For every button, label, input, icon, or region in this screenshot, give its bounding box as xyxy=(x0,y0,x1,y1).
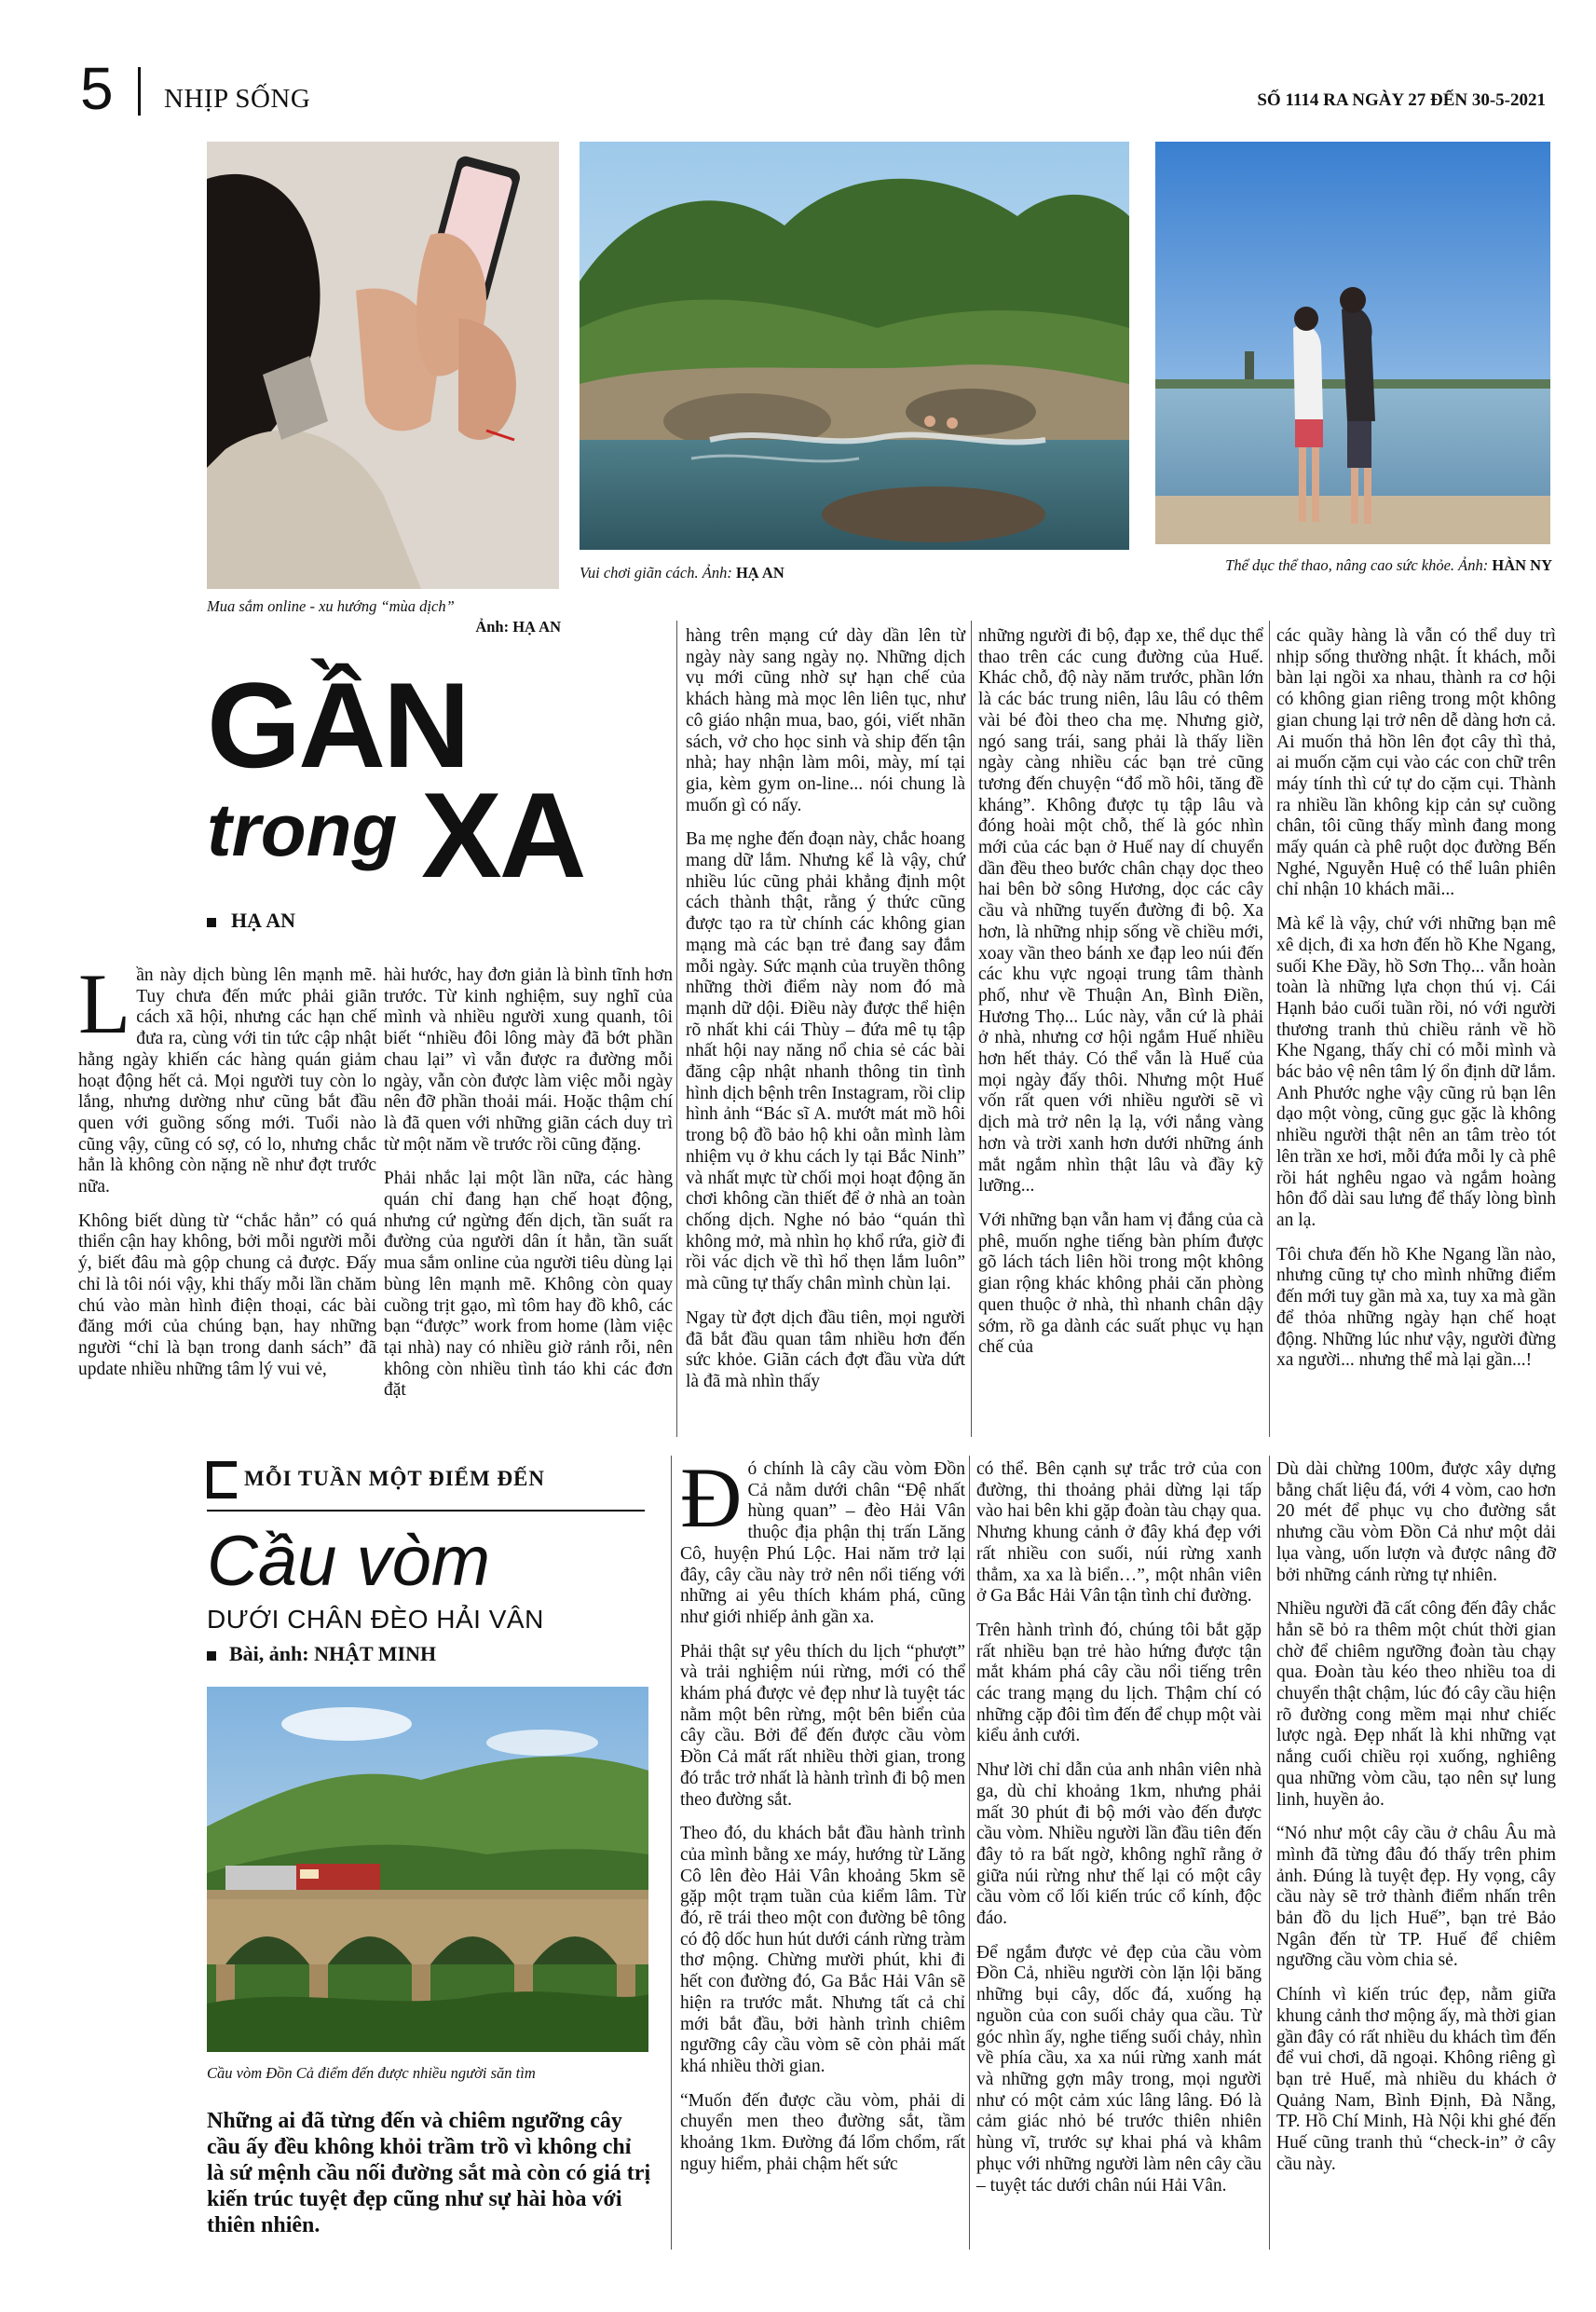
byline-text: Bài, ảnh: NHẬT MINH xyxy=(229,1642,437,1665)
paragraph xyxy=(78,956,376,1198)
paragraph xyxy=(680,1450,965,1629)
photo-arch-bridge xyxy=(207,1687,648,2052)
title-line-2: XA xyxy=(421,767,584,903)
paragraph: “Nó như một cây cầu ở châu Âu mà mình đã từng đâu đó thấy trên phim ảnh. Đúng là tuyệt đẹp. Hy vọng, cây cầu này sẽ trở thành điểm nhấn trên bản đồ du lịch Huế”, bạn trẻ Bảo Ngân đến từ TP. Huế để chiêm ngưỡng cầu vòm chia sẻ. xyxy=(1276,1824,1556,1971)
article1-title xyxy=(207,657,598,930)
column-rule xyxy=(1269,1456,1270,2250)
section-bracket-icon xyxy=(207,1461,237,1498)
byline-marker xyxy=(207,918,216,927)
article2-byline xyxy=(207,1642,436,1666)
dropcap: Đ xyxy=(680,1450,743,1545)
article2-title: Cầu vòm xyxy=(207,1522,491,1601)
photo-caption-4: Cầu vòm Đồn Cả điểm đến được nhiều người săn tìm xyxy=(207,2064,536,2082)
article1-col3 xyxy=(686,626,965,1402)
article1-col5 xyxy=(1276,626,1556,1380)
paragraph: Nhiều người đã cất công đến đây chắc hẳn sẽ bỏ ra thêm một chút thời gian chờ để chiêm ngưỡng đoàn tàu chạy qua. Đoàn tàu kéo theo nhiều toa di chuyển thật chậm, lúc đó cây cầu hiện rõ đường cong mềm mại như chiếc lược ngà. Đẹp nhất là khi những vạt nắng cuối chiều rọi xuống, nghiêng qua những vòm cầu, tạo nên sự lung linh, huyền ảo. xyxy=(1276,1599,1556,1810)
photo-caption-2 xyxy=(580,563,1129,583)
photo-caption-1 xyxy=(207,596,561,637)
photo-online-shopping xyxy=(207,142,559,589)
caption-credit: HÀN NY xyxy=(1492,556,1552,574)
column-rule xyxy=(971,621,972,1437)
column-rule xyxy=(671,1456,672,2250)
paragraph: Không biết dùng từ “chắc hẳn” có quá thiển cận hay không, bởi mỗi người mỗi ý, biết đâu mà gộp chung cả được. Đấy chỉ là tôi nói vậy, khi thấy mỗi lần chăm chú vào màn hình điện thoại, các bài đăng mới của chúng bạn, hay những người “chỉ là bạn trong danh sách” đã update nhiều những tâm lý vui vẻ, xyxy=(78,1211,376,1379)
header-divider xyxy=(138,67,141,116)
paragraph: Phải thật sự yêu thích du lịch “phượt” và trải nghiệm núi rừng, mới có thể khám phá được vẻ đẹp như là tuyệt tác nằm một bên rừng, một bên biển của cây cầu. Bởi để đến được cầu vòm Đồn Cả mất rất nhiều thời gian, trong đó trắc trở nhất là hành trình đi bộ men theo đường sắt. xyxy=(680,1641,965,1810)
caption-text: Thể dục thể thao, nâng cao sức khỏe. Ảnh: xyxy=(1225,556,1493,574)
paragraph: hàng trên mạng cứ dày dần lên từ ngày này sang ngày nọ. Những dịch vụ mới cũng nhờ sự hạn chế của khách hàng mà mọc lên liên tục, như cô giáo nhận mua, bao, gói, viết nhãn sách, vở cho học sinh và ship đến tận nhà; hay nhận làm môi, mày, mí tại gia, kèm gym on-line... nói chung là muốn gì có nấy. xyxy=(686,626,965,815)
section-title: NHỊP SỐNG xyxy=(164,84,311,114)
paragraph: Chính vì kiến trúc đẹp, nằm giữa khung cảnh thơ mộng ấy, mà thời gian gần đây có rất nhiều du khách tìm đến để vui chơi, dã ngoại. Không riêng gì bạn trẻ Huế, mà nhiều du khách ở Quảng Nam, Bình Định, Đà Nẵng, TP. Hồ Chí Minh, Hà Nội khi ghé đến Huế cũng tranh thủ “check-in” ở cây cầu này. xyxy=(1276,1985,1556,2174)
caption-credit: HẠ AN xyxy=(735,564,784,581)
byline-marker xyxy=(207,1651,216,1661)
paragraph: Để ngắm được vẻ đẹp của cầu vòm Đồn Cả, nhiều người còn lặn lội băng những bụi cây, dốc đá, xuống hạ nguồn của con suối chảy qua cầu. Từ góc nhìn ấy, nghe tiếng suối chảy, nhìn về phía cầu, xa xa núi rừng xanh mát và những gợn mây trong, mọi người như có một cảm xúc lâng lâng. Đó là cảm giác nhỏ bé trước thiên nhiên hùng vĩ, trước sự khai phá và khâm phục với những người làm nên cây cầu – tuyệt tác dưới chân núi Hải Vân. xyxy=(976,1942,1262,2196)
paragraph: Dù dài chừng 100m, được xây dựng bằng chất liệu đá, với 4 vòm, cao hơn 20 mét để phục vụ cho đường sắt nhưng cầu vòm Đồn Cả như một dải lụa vàng, uốn lượn và được nâng đỡ bởi những cánh rừng tự nhiên. xyxy=(1276,1459,1556,1585)
photo-river xyxy=(580,142,1129,550)
paragraph: có thể. Bên cạnh sự trắc trở của con đường, thi thoảng phải dừng lại tấp vào hai bên khi gặp đoàn tàu chạy qua. Nhưng khung cảnh ở đây khá đẹp với rất nhiều con suối, núi rừng xanh thẳm, xa xa là biển…”, một nhân viên ở Ga Bắc Hải Vân tận tình chỉ đường. xyxy=(976,1459,1262,1607)
paragraph: Với những bạn vẫn ham vị đắng của cà phê, muốn nghe tiếng bàn phím được gõ lách tách liên hồi trong một không gian rộng khác không phải căn phòng quen thuộc ở nhà, thì nhanh chân dậy sớm, rồ ga dành các suất phục vụ hạn chế của xyxy=(978,1210,1263,1358)
paragraph: Như lời chỉ dẫn của anh nhân viên nhà ga, dù chỉ khoảng 1km, nhưng phải mất 30 phút đi bộ mới vào đến được cầu vòm. Nhiều người lần đầu tiên đến đây tỏ ra bất ngờ, không nghĩ rằng ở giữa núi rừng như thế lại có một cây cầu vòm cổ lối kiến trúc cổ kính, độc đáo. xyxy=(976,1760,1262,1929)
paragraph-text: ó chính là cây cầu vòm Đồn Cả nằm dưới chân “Đệ nhất hùng quan” – đèo Hải Vân thuộc địa phận thị trấn Lăng Cô, huyện Phú Lộc. Hai năm trở lại đây, cây cầu này trở nên nổi tiếng với những ai yêu thích khám phá, cũng như giới nhiếp ảnh gần xa. xyxy=(680,1459,965,1627)
paragraph: Ngay từ đợt dịch đầu tiên, mọi người đã bắt đầu quan tâm nhiều hơn đến sức khỏe. Giãn cách đợt đầu vừa dứt là đã mà nhìn thấy xyxy=(686,1307,965,1391)
column-rule xyxy=(1269,621,1270,1437)
dropcap: L xyxy=(78,956,131,1051)
article2-col5 xyxy=(1276,1459,1556,2184)
article2-subtitle: DƯỚI CHÂN ĐÈO HẢI VÂN xyxy=(207,1605,544,1634)
article1-col4 xyxy=(978,626,1263,1367)
section-label-text: MỖI TUẦN MỘT ĐIỂM ĐẾN xyxy=(244,1467,545,1490)
paragraph: “Muốn đến được cầu vòm, phải di chuyển men theo đường sắt, tầm khoảng 1km. Đường đá lổm chổm, rất nguy hiểm, phải chậm hết sức xyxy=(680,2090,965,2174)
caption-text: Mua sắm online - xu hướng “mùa dịch” xyxy=(207,597,455,615)
title-small-word: trong xyxy=(207,788,398,871)
article1-col2 xyxy=(384,965,673,1410)
caption-text: Vui chơi giãn cách. Ảnh: xyxy=(580,564,736,581)
paragraph: những người đi bộ, đạp xe, thể dục thể thao trên các cung đường của Huế. Khác chỗ, độ này năm trước, phần lớn là các bác trung niên, lâu lâu có thêm vài bé đòi theo cha mẹ. Nhưng giờ, ngó sang trái, sang phải là thấy liền ngày càng nhiều các bạn trẻ cũng tương đến chuyện “đổ mồ hôi, tăng đề kháng”. Không được tụ tập lâu và đóng hoài một chỗ, thế là góc nhìn mới của các bạn ở Huế nay dí chuyển dần đều theo bước chân chạy dọc theo hai bên bờ sông Hương, dọc các cây cầu và những tuyến đường đi bộ. Xa hơn, là những nhịp sống về chiều mới, xoay vần theo bánh xe đạp leo núi đến các khu vực ngoại trung tâm thành phố, như về Thuận An, Bình Điền, Hương Thọ... Lúc này, vẫn cứ là phải ở nhà, nhưng cơ hội ngắm Huế nhiều hơn hết thảy. Có thể vẫn là Huế của mọi ngày đấy thôi. Nhưng một Huế vốn rất quen với nhiều người sẽ vì dịch mà trở nên lạ lạ, với nắng vàng hơn và trời xanh hơn dưới những ánh mắt ngắm nhìn thật lâu và đầy kỹ lưỡng... xyxy=(978,626,1263,1197)
article2-col4 xyxy=(976,1459,1262,2205)
page-number: 5 xyxy=(80,55,114,122)
paragraph: Trên hành trình đó, chúng tôi bắt gặp rất nhiều bạn trẻ hào hứng được tận mắt khám phá cây cầu nổi tiếng trên các trang mạng du lịch. Thậm chí có những cặp đôi tìm đến để chụp một vài kiểu ảnh cưới. xyxy=(976,1620,1262,1746)
caption-credit: Ảnh: HẠ AN xyxy=(475,618,561,636)
section-label xyxy=(207,1459,645,1504)
photo-caption-3 xyxy=(1152,555,1552,576)
issue-info: SỐ 1114 RA NGÀY 27 ĐẾN 30-5-2021 xyxy=(1257,90,1546,110)
paragraph: Theo đó, du khách bắt đầu hành trình của mình bằng xe máy, hướng từ Lăng Cô lên đèo Hải Vân khoảng 5km sẽ gặp một trạm tuần của kiểm lâm. Từ đó, rẽ trái theo một con đường bê tông có độ dốc hun hút dưới cánh rừng tràm thơ mộng. Chừng mười phút, khi đi hết con đường đó, Ga Bắc Hải Vân sẽ hiện ra trước mắt. Nhưng tất cả chỉ mới bắt đầu, bởi hành trình chiêm ngưỡng cây cầu vòm sẽ còn phải mất khá nhiều thời gian. xyxy=(680,1824,965,2076)
paragraph: Mà kể là vậy, chứ với những bạn mê xê dịch, đi xa hơn đến hồ Khe Ngang, suối Khe Đầy, hồ Sơn Thọ... vẫn hoàn toàn là những lựa chọn thú vị. Cái Hạnh bảo cuối tuần rồi, nó với người thương tranh thủ chiều rảnh về hồ Khe Ngang, thấy chỉ có mỗi mình và bác bảo vệ nên tâm lý ổn định dữ lắm. Anh Phước nghe vậy cũng rủ bạn lên dạo một vòng, cũng gục gặc là không nhiều người thật nên an tâm trèo tót lên trần xe hơi, mỗi đứa mỗi ly cà phê rồi hát nghêu ngao và ngắm hoàng hôn đổ dài sau lưng để thấy lòng bình an lạ. xyxy=(1276,914,1556,1230)
column-rule xyxy=(676,621,677,1437)
article1-col1 xyxy=(78,956,376,1389)
photo-lake-couple xyxy=(1155,142,1550,544)
byline-text: HẠ AN xyxy=(231,909,296,932)
column-rule xyxy=(969,1456,970,2250)
section-rule xyxy=(207,1510,645,1512)
article1-byline xyxy=(207,909,295,933)
paragraph: Phải nhắc lại một lần nữa, các hàng quán chỉ đang hạn chế hoạt động, nhưng cứ ngừng đến dịch, tần suất ra đường của người dân ít hẳn, tần suất mua sắm online của người tiêu dùng lại bùng lên mạnh mẽ. Không còn quay cuồng trịt gạo, mì tôm hay đồ khô, các bạn “được” work from home (làm việc tại nhà) nay có nhiều giờ rảnh rỗi, nên không còn nhiều tình táo khi các đơn đặt xyxy=(384,1169,673,1401)
paragraph: Tôi chưa đến hồ Khe Ngang lần nào, nhưng cũng tự cho mình những điểm đến mới tuy gần mà xa, tuy xa mà gần để thỏa những ngày hạn chế hoạt động. Những lúc như vậy, người đừng xa người... nhưng thể mà lại gần...! xyxy=(1276,1244,1556,1371)
title-line-1: GẦN xyxy=(207,657,468,793)
article2-lead: Những ai đã từng đến và chiêm ngưỡng cây cầu ấy đều không khỏi trầm trồ vì không chỉ là sứ mệnh cầu nối đường sắt mà còn có giá trị kiến trúc tuyệt đẹp cũng như sự hài hòa với thiên nhiên. xyxy=(207,2109,651,2237)
paragraph: hài hước, hay đơn giản là bình tĩnh hơn trước. Từ kinh nghiệm, suy nghĩ của mình và nhiều người xung quanh, tôi biết “nhiều đôi lông mày đã bớt phần chau lại” vì vẫn được ra đường mỗi ngày, vẫn còn được làm việc mỗi ngày nên đỡ phần thoải mái. Hoặc thậm chí là đã quen với những giãn cách duy trì từ một năm về trước rồi cũng đặng. xyxy=(384,965,673,1155)
paragraph: các quầy hàng là vẫn có thể duy trì nhịp sống thường nhật. Ít khách, mỗi bàn lại ngồi xa nhau, thành ra cơ hội có không gian riêng trong một không gian chung lại trở nên dễ dàng hơn cả. Ai muốn thả hồn lên đọt cây thì thả, ai muốn cặm cụi vào các con chữ trên máy tính thì cứ tự do cặm cụi. Thành ra nhiều lần không kịp cản sự cuồng chân, tôi cũng thấy mình đang mong mấy quán cà phê ruột dọc đường Bến Nghé, Nguyễn Huệ có thể luân phiên chỉ nhận 10 khách mãi... xyxy=(1276,626,1556,900)
paragraph-text: ần này dịch bùng lên mạnh mẽ. Tuy chưa đến mức phải giãn cách xã hội, nhưng các hạn chế đưa ra, cùng với tin tức cập nhật hằng ngày khiến các hàng quán giảm hoạt động hết cả. Mọi người tuy còn lo lắng, nhưng dường như cũng bắt đầu quen với guồng sống mới. Tuổi nào cũng vậy, cũng có sợ, có lo, nhưng chắc hẳn là không còn nặng nề như đợt trước nữa. xyxy=(78,965,376,1197)
paragraph: Ba mẹ nghe đến đoạn này, chắc hoang mang dữ lắm. Nhưng kể là vậy, chứ nhiều lúc cũng phải khẳng định một cách thành thật, rằng ý thức cũng được tạo ra từ chính các không gian mạng mà các bạn trẻ đang say đắm mỗi ngày. Sức mạnh của truyền thông những thời điểm này nom đó mà mạnh dữ dội. Điều này được thể hiện rõ nhất khi cái Thùy – đứa mê tụ tập nhất hội nay năng nổ chia sẻ các bài đăng cập nhật nhanh thông tin tình hình dịch bệnh trên Instagram, rồi clip hình ảnh “Bác sĩ A. mướt mát mồ hôi trong bộ đồ bảo hộ khi oằn mình làm nhiệm vụ ở khu cách ly tại Bắc Ninh” và nhất mực từ chối mọi hoạt động ăn chơi không cần thiết để ở nhà an toàn chống dịch. Nghe nó bảo “quán thì không mở, mà nhìn họ khổ rứa, giờ đi rồi vác dịch về thì hổ thẹn lắm luôn” mà cũng tự thấy chân mình chùn lại. xyxy=(686,829,965,1294)
article2-col3 xyxy=(680,1450,965,2184)
